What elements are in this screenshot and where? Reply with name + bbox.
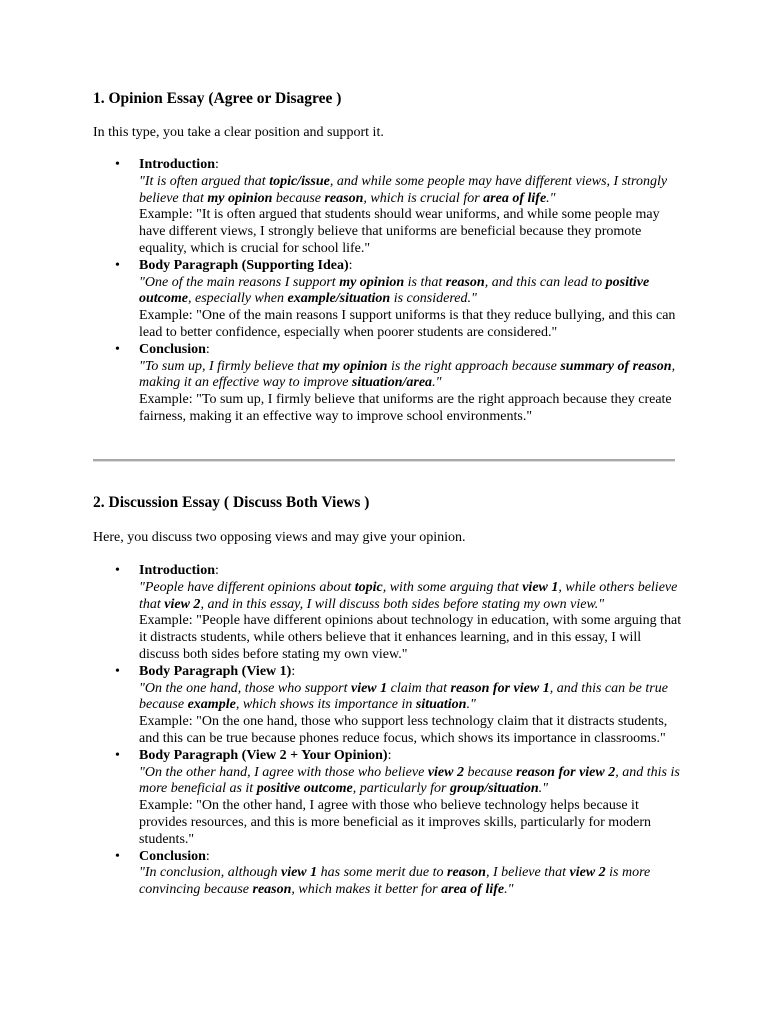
template-text: , which makes it better for bbox=[291, 882, 442, 898]
placeholder-term: view 2 bbox=[427, 764, 464, 780]
template-text: "In conclusion, although bbox=[139, 865, 281, 881]
template-text: ." bbox=[546, 190, 556, 206]
placeholder-term: positive outcome bbox=[256, 781, 353, 797]
template-text: "It is often argued that bbox=[139, 173, 270, 189]
placeholder-term: reason bbox=[324, 190, 364, 206]
item-example: Example: "On the other hand, I agree with those who believe technology helps because it provides resources, and this is more beneficial as it improves skills, particularly for modern students." bbox=[139, 798, 652, 847]
bullet-icon: • bbox=[115, 848, 120, 864]
bullet-icon: • bbox=[115, 663, 120, 679]
template-text: , which is crucial for bbox=[363, 190, 484, 206]
template-text: "On the other hand, I agree with those who believe bbox=[139, 764, 428, 780]
placeholder-term: group/situation bbox=[449, 781, 539, 797]
item-template bbox=[139, 275, 683, 309]
template-text: is more convincing because bbox=[139, 865, 651, 898]
template-text: because bbox=[272, 190, 325, 206]
template-text: , and in this essay, I will discuss both sides before stating my own view." bbox=[200, 596, 605, 612]
list-item: • Introduction: "People have different opinions about topic, with some arguing that view 1, while others believe that view 2, and in this essay, I will discuss both sides before stating my own view." Example: "People have different opinions about technology in education, with some arguing that it distracts students, while others believe that it enhances learning, and in this essay, I will discuss both sides before stating my own view." bbox=[115, 563, 682, 662]
template-text: , and this can be true because bbox=[139, 680, 668, 713]
template-text: , I believe that bbox=[485, 865, 570, 881]
item-template bbox=[139, 681, 683, 715]
list-item: • Body Paragraph (View 1): "On the one hand, those who support view 1 claim that reason for view 1, and this can be true because example, which shows its importance in situation." Example: "On the one hand, those who support less technology claim that it distracts students, and this can be true because phones reduce focus, which shows its importance in classrooms." bbox=[93, 664, 683, 748]
placeholder-term: view 2 bbox=[164, 596, 201, 612]
template-text: "People have different opinions about bbox=[139, 579, 355, 595]
template-text: , particularly for bbox=[352, 781, 450, 797]
template-text: is that bbox=[404, 274, 446, 290]
placeholder-term: my opinion bbox=[339, 274, 405, 290]
section-2-intro: Here, you discuss two opposing views and may give your opinion. bbox=[93, 530, 466, 545]
template-text: , while others believe that bbox=[139, 579, 678, 612]
placeholder-term: positive outcome bbox=[139, 274, 650, 307]
placeholder-term: view 1 bbox=[280, 865, 318, 881]
placeholder-term: reason bbox=[445, 274, 485, 290]
placeholder-term: situation/area bbox=[351, 375, 433, 391]
item-title: Body Paragraph (View 1) bbox=[139, 663, 292, 679]
placeholder-term: topic/issue bbox=[269, 173, 330, 189]
template-text: is the right approach because bbox=[387, 358, 561, 374]
item-template bbox=[139, 359, 683, 393]
horizontal-divider bbox=[93, 459, 675, 462]
template-text: , making it an effective way to improve bbox=[139, 358, 676, 391]
list-item: • Conclusion: "In conclusion, although view 1 has some merit due to reason, I believe that view 2 is more convincing because reason, which makes it better for area of life." bbox=[93, 849, 683, 899]
template-text: claim that bbox=[387, 680, 451, 696]
template-text: , with some arguing that bbox=[382, 579, 523, 595]
item-example: Example: "It is often argued that students should wear uniforms, and while some people may have different views, I strongly believe that uniforms are beneficial because they promote equality, which is crucial for school life." bbox=[139, 207, 660, 256]
bullet-icon: • bbox=[115, 747, 120, 763]
item-template bbox=[139, 174, 683, 208]
section-1-intro: In this type, you take a clear position and support it. bbox=[93, 125, 384, 140]
list-item: • Body Paragraph (View 2 + Your Opinion): "On the other hand, I agree with those who believe view 2 because reason for view 2, and this is more beneficial as it positive outcome, particularly for group/situation." Example: "On the other hand, I agree with those who believe technology helps because it provides resources, and this is more beneficial as it improves skills, particularly for modern students." bbox=[93, 748, 683, 849]
item-example: Example: "People have different opinions about technology in education, with some arguing that it distracts students, while others believe that it enhances learning, and in this essay, I will discuss both sides before stating my own view." bbox=[139, 613, 682, 662]
bullet-icon: • bbox=[115, 257, 120, 273]
placeholder-term: my opinion bbox=[207, 190, 273, 206]
template-text: "On the one hand, those who support bbox=[139, 680, 351, 696]
placeholder-term: my opinion bbox=[322, 358, 388, 374]
list-item: • Conclusion: "To sum up, I firmly believe that my opinion is the right approach because summary of reason, making it an effective way to improve situation/area." Example: "To sum up, I firmly believe that uniforms are the right approach because they create fairness, making it an effective way to improve school environments." bbox=[93, 342, 683, 426]
section-2-list bbox=[93, 563, 683, 899]
item-title: Introduction bbox=[139, 563, 215, 578]
section-1-list bbox=[93, 157, 683, 426]
bullet-icon: • bbox=[115, 341, 120, 357]
item-title: Conclusion bbox=[139, 341, 206, 357]
item-example: Example: "One of the main reasons I support uniforms is that they reduce bullying, and this can lead to better confidence, especially when poorer students are considered." bbox=[139, 308, 676, 340]
placeholder-term: example/situation bbox=[287, 291, 391, 307]
item-example: Example: "On the one hand, those who support less technology claim that it distracts students, and this can be true because phones reduce focus, which shows its importance in classrooms." bbox=[139, 714, 668, 746]
item-title: Body Paragraph (Supporting Idea) bbox=[139, 257, 349, 273]
placeholder-term: reason for view 2 bbox=[516, 764, 616, 780]
placeholder-term: reason bbox=[252, 882, 292, 898]
placeholder-term: reason bbox=[447, 865, 486, 881]
item-title: Conclusion bbox=[139, 848, 206, 864]
item-example: Example: "To sum up, I firmly believe that uniforms are the right approach because they create fairness, making it an effective way to improve school environments." bbox=[139, 392, 672, 424]
list-item: • Body Paragraph (Supporting Idea): "One of the main reasons I support my opinion is that reason, and this can lead to positive outcome, especially when example/situation is considered." Example: "One of the main reasons I support uniforms is that they reduce bullying, and this can lead to better confidence, especially when poorer students are considered." bbox=[93, 258, 683, 342]
placeholder-term: area of life bbox=[441, 882, 505, 898]
bullet-icon: • bbox=[115, 563, 120, 578]
template-text: , especially when bbox=[188, 291, 288, 307]
section-1-heading: 1. Opinion Essay (Agree or Disagree ) bbox=[93, 90, 342, 107]
placeholder-term: topic bbox=[354, 579, 383, 595]
placeholder-term: example bbox=[187, 697, 236, 713]
template-text: ." bbox=[504, 882, 514, 898]
item-template bbox=[139, 865, 683, 899]
template-text: "One of the main reasons I support bbox=[139, 274, 340, 290]
template-text: , which shows its importance in bbox=[235, 697, 416, 713]
template-text: , and this is more beneficial as it bbox=[139, 764, 680, 797]
item-title: Introduction bbox=[139, 157, 215, 172]
template-text: , and this can lead to bbox=[484, 274, 606, 290]
item-template bbox=[139, 765, 683, 799]
template-text: , and while some people may have different views, I strongly believe that bbox=[139, 173, 668, 206]
template-text: "To sum up, I firmly believe that bbox=[139, 358, 323, 374]
template-text: because bbox=[463, 764, 517, 780]
item-title: Body Paragraph (View 2 + Your Opinion) bbox=[139, 747, 388, 763]
template-text: has some merit due to bbox=[317, 865, 448, 881]
item-template bbox=[139, 580, 683, 614]
template-text: is considered." bbox=[390, 291, 477, 307]
placeholder-term: summary of reason bbox=[560, 358, 672, 374]
placeholder-term: situation bbox=[415, 697, 467, 713]
template-text: ." bbox=[466, 697, 476, 713]
bullet-icon: • bbox=[115, 157, 120, 172]
template-text: ." bbox=[538, 781, 549, 797]
placeholder-term: view 1 bbox=[522, 579, 559, 595]
list-item: • Introduction: "It is often argued that topic/issue, and while some people may have different views, I strongly believe that my opinion because reason, which is crucial for area of life." Example: "It is often argued that students should wear uniforms, and while some people may have different views, I strongly believe that uniforms are beneficial because they promote equality, which is crucial for school life." bbox=[93, 157, 683, 258]
placeholder-term: area of life bbox=[483, 190, 547, 206]
template-text: ." bbox=[432, 375, 442, 391]
placeholder-term: view 2 bbox=[569, 865, 606, 881]
placeholder-term: view 1 bbox=[350, 680, 388, 696]
section-2-heading: 2. Discussion Essay ( Discuss Both Views ) bbox=[93, 494, 370, 511]
placeholder-term: reason for view 1 bbox=[450, 680, 550, 696]
